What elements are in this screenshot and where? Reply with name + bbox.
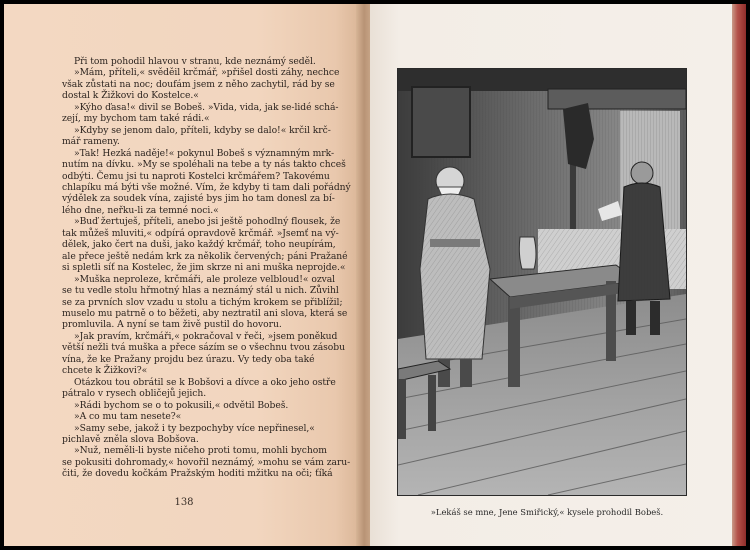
text-line: si spletli síť na Kostelec, že jim skrze ni ani muška neprojde.« — [62, 262, 346, 274]
illustration-caption: »Lekáš se mne, Jene Smiřický,« kysele prohodil Bobeš. — [430, 507, 664, 517]
text-line: zejí, my bychom tam také rádi.« — [62, 113, 210, 125]
text-line: větší nežli tvá muška a přece sázím se o všechnu tvou zásobu — [62, 342, 345, 354]
text-line: mář rameny. — [62, 136, 120, 148]
text-line: se tu vedle stolu hřmotný hlas a neznámý stál u nich. Zůvihl — [62, 285, 339, 297]
text-line: »Kýho ďasa!« divil se Bobeš. »Vida, vida, jak se-lidé schá- — [74, 101, 339, 113]
text-line: lého dne, neřku-li za temné noci.« — [62, 204, 219, 216]
text-line: dostal k Žižkovi do Kostelce.« — [62, 90, 199, 102]
text-line: »A co mu tam nesete?« — [74, 411, 182, 423]
text-line: se pokusiti dohromady,« hovořil neznámý, »mohu se vám zaru- — [62, 456, 351, 468]
text-line: muselo mu patrně o to běžeti, aby neztratil ani slova, která se — [62, 307, 348, 319]
text-line: chlapíku má býti vše možné. Vím, že kdyby ti tam dali pořádný — [62, 181, 351, 193]
text-line: pichlavě zněla slova Bobšova. — [62, 433, 199, 445]
text-line: dělek, jako čert na duši, jako každý krčmář, toho neupírám, — [62, 239, 336, 251]
text-line: »Mám, příteli,« svěděil krčmář, »přišel dosti záhy, nechce — [74, 67, 340, 79]
text-line: ale přece ještě nedám krk za několik červených; páni Pražané — [62, 250, 348, 262]
text-line: čiti, že dovedu kočkám Pražským hoditi mžitku na oči; ťíká — [62, 468, 333, 480]
text-line: »Samy sebe, jakož i ty bezpochyby více nepřinesel,« — [74, 422, 315, 434]
text-line: Otázkou tou obrátil se k Bobšovi a dívce a oko jeho ostře — [74, 376, 336, 388]
text-line: chcete k Žižkovi?« — [62, 365, 148, 377]
text-line: tak můžeš mluviti,« odpírá opravdově krčmář. »Jsemť na vý- — [62, 227, 339, 239]
text-line: »Jak pravím, krčmáři,« pokračoval v řeči, »jsem poněkud — [74, 330, 338, 342]
text-line: Při tom pohodil hlavou v stranu, kde neznámý seděl. — [74, 56, 316, 67]
page-number: 138 — [174, 497, 194, 508]
text-line: »Muška neproleze, krčmáři, ale proleze velbloud!« ozval — [74, 273, 336, 285]
left-page — [4, 4, 364, 546]
text-line: se za prvních slov vzadu u stolu a tichým krokem se přiblížil; — [62, 296, 343, 308]
text-line: »Buď žertuješ, příteli, anebo jsi ještě pohodlný flousek, že — [74, 216, 341, 228]
text-line: »Nuž, neměli-li byste ničeho proti tomu, mohli bychom — [74, 445, 327, 457]
text-line: vína, že ke Pražany projdu bez úrazu. Vy tedy oba také — [62, 353, 315, 365]
text-line: pátralo v rysech obličejů jejich. — [62, 388, 207, 400]
text-line: »Tak! Hezká naděje!« pokynul Bobeš s významným mrk- — [74, 147, 335, 159]
text-line: »Kdyby se jenom dalo, příteli, kdyby se dalo!« krčil krč- — [74, 124, 331, 136]
illustration — [397, 68, 687, 496]
page-text — [62, 56, 351, 480]
text-line: odbýti. Čemu jsi tu naproti Kostelci krčmářem? Takovému — [62, 170, 330, 182]
page-edge — [732, 4, 746, 546]
text-line: promluvila. A nyní se tam živě pustil do hovoru. — [62, 319, 282, 331]
text-line: nutím na dívku. »My se spoléhali na tebe a ty nás takto chceš — [62, 159, 346, 171]
text-line: však zůstati na noc; doufám jsem z něho zachytil, rád by se — [62, 78, 335, 90]
text-line: »Rádi bychom se o to pokusili,« odvětil Bobeš. — [74, 399, 289, 411]
text-line: výdělek za soudek vína, zajisté bys jim ho tam donesl za bí- — [62, 193, 335, 205]
